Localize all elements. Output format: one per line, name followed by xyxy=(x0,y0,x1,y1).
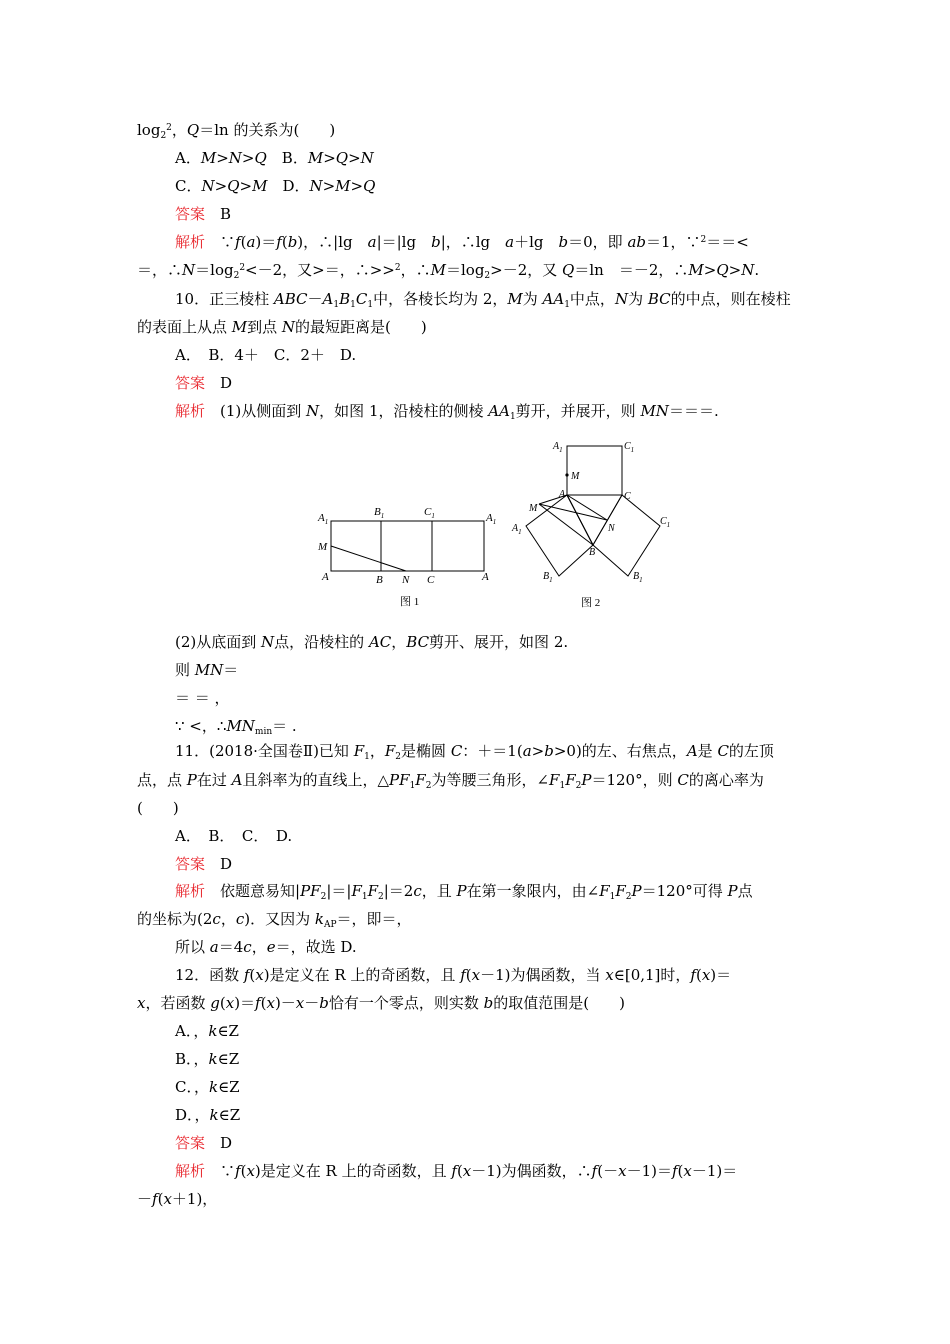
text-line: (2)从底面到 N点，沿棱柱的 AC，BC剪开、展开，如图 2. xyxy=(175,633,569,651)
option-line: A．M>N>Q B．M>Q>N xyxy=(175,149,374,167)
fig1-label: $A_1$ xyxy=(486,512,497,526)
fig2-label: A xyxy=(559,489,566,500)
fig1-label: A xyxy=(482,571,489,583)
fig2-label: C xyxy=(624,491,631,502)
text-line: ＝ ＝ ， xyxy=(175,689,230,707)
text-line: $\log_2^2$，Q＝ln 的关系为( ) xyxy=(137,121,336,141)
fig2-label: N xyxy=(608,523,615,534)
fig2-label: $A_1$ xyxy=(512,523,522,536)
text-line: 点，点 P在过 A且斜率为的直线上，$\triangle PF_1F_2$为等腰三角形，$\angle F_1F_2P=120^\circ$，则 C的离心率为 xyxy=(137,771,764,791)
analysis-line: 解析 (1)从侧面到 N，如图 1，沿棱柱的侧棱 $AA_1$剪开，并展开，则 MN＝＝＝. xyxy=(175,402,719,422)
option-line: B．，k∈Z xyxy=(175,1050,240,1068)
figure-1 xyxy=(312,500,507,615)
text-line: 的坐标为(2c，c)．又因为 $k_{AP}=$，即＝， xyxy=(137,910,412,930)
answer-line: 答案 B xyxy=(175,205,232,223)
text-line: x，若函数 g(x)＝f(x)－x－b恰有一个零点，则实数 b的取值范围是( ) xyxy=(137,994,625,1012)
fig1-label: A xyxy=(322,571,329,583)
figure-2-caption: 图 2 xyxy=(581,597,601,609)
fig2-label: B xyxy=(589,547,596,558)
fig1-label: C xyxy=(427,574,435,586)
question-line: 12．函数 f(x)是定义在 R 上的奇函数，且 f(x－1)为偶函数，当 x∈[0,1]时，f(x)＝ xyxy=(175,966,732,984)
analysis-line: 解析 ∵f(x)是定义在 R 上的奇函数，且 f(x－1)为偶函数，∴f(－x－1)＝f(x－1)＝ xyxy=(175,1162,738,1180)
text-line: ∵ <，$\therefore MN_{min}=$ . xyxy=(175,717,297,737)
question-line: 11．(2018·全国卷Ⅱ)已知 $F_1$，$F_2$是椭圆 C：＋＝1(a>b>0)的左、右焦点，A是 C的左顶 xyxy=(175,742,774,762)
fig2-label: $C_1$ xyxy=(624,441,635,454)
option-line: C．N>Q>M D．N>M>Q xyxy=(175,177,376,195)
fig1-label: $B_1$ xyxy=(374,506,385,520)
answer-line: 答案 D xyxy=(175,1134,233,1152)
question-line: 10．正三棱柱 $ABC-A_1B_1C_1$中，各棱长均为 2，M为 $AA_1$中点，N为 BC的中点，则在棱柱 xyxy=(175,290,791,310)
analysis-line: 解析 依题意易知$|PF_2|=|F_1F_2|=2c$，且 P在第一象限内，由$\angle F_1F_2P=120^\circ$可得 P点 xyxy=(175,882,753,902)
option-line: C．，k∈Z xyxy=(175,1078,240,1096)
fig1-label: $C_1$ xyxy=(424,506,435,520)
option-line: A． B．4＋ C．2＋ D. xyxy=(175,346,357,364)
analysis-line: 解析 ∵f(a)＝f(b)，∴|lg a|＝|lg b|，∴lg a＋lg b＝0，即 ab＝1，∵$^2$＝＝< xyxy=(175,233,749,251)
fig1-label: M xyxy=(318,541,328,553)
answer-line: 答案 D xyxy=(175,855,233,873)
figure-2 xyxy=(505,437,685,617)
text-line: ＝，$\therefore N=\log_2^2<-2$，又>＝，∴>>$^2$，$\therefore M=\log_2>-2$，又 Q＝ln ＝－2，∴M>Q>N. xyxy=(137,261,760,281)
fig1-label: B xyxy=(376,574,383,586)
fig1-label: N xyxy=(402,574,410,586)
fig1-label: $A_1$ xyxy=(318,512,329,526)
fig2-label: $B_1$ xyxy=(633,571,643,584)
text-line: 则 MN＝ xyxy=(175,661,239,679)
text-line: －f(x＋1)， xyxy=(137,1190,218,1208)
option-line: D．，k∈Z xyxy=(175,1106,241,1124)
fig2-label: M xyxy=(529,503,538,514)
option-line: A． B． C． D. xyxy=(175,827,293,845)
answer-line: 答案 D xyxy=(175,374,233,392)
text-line: ( ) xyxy=(137,799,179,817)
text-line: 的表面上从点 M到点 N的最短距离是( ) xyxy=(137,318,427,336)
figure-1-caption: 图 1 xyxy=(400,596,420,608)
fig2-label: M xyxy=(571,471,580,482)
fig2-label: $A_1$ xyxy=(553,441,563,454)
fig2-label: $B_1$ xyxy=(543,571,553,584)
text-line: 所以 a＝4c，e＝，故选 D. xyxy=(175,938,357,956)
fig2-label: $C_1$ xyxy=(660,516,671,529)
option-line: A．，k∈Z xyxy=(175,1022,239,1040)
